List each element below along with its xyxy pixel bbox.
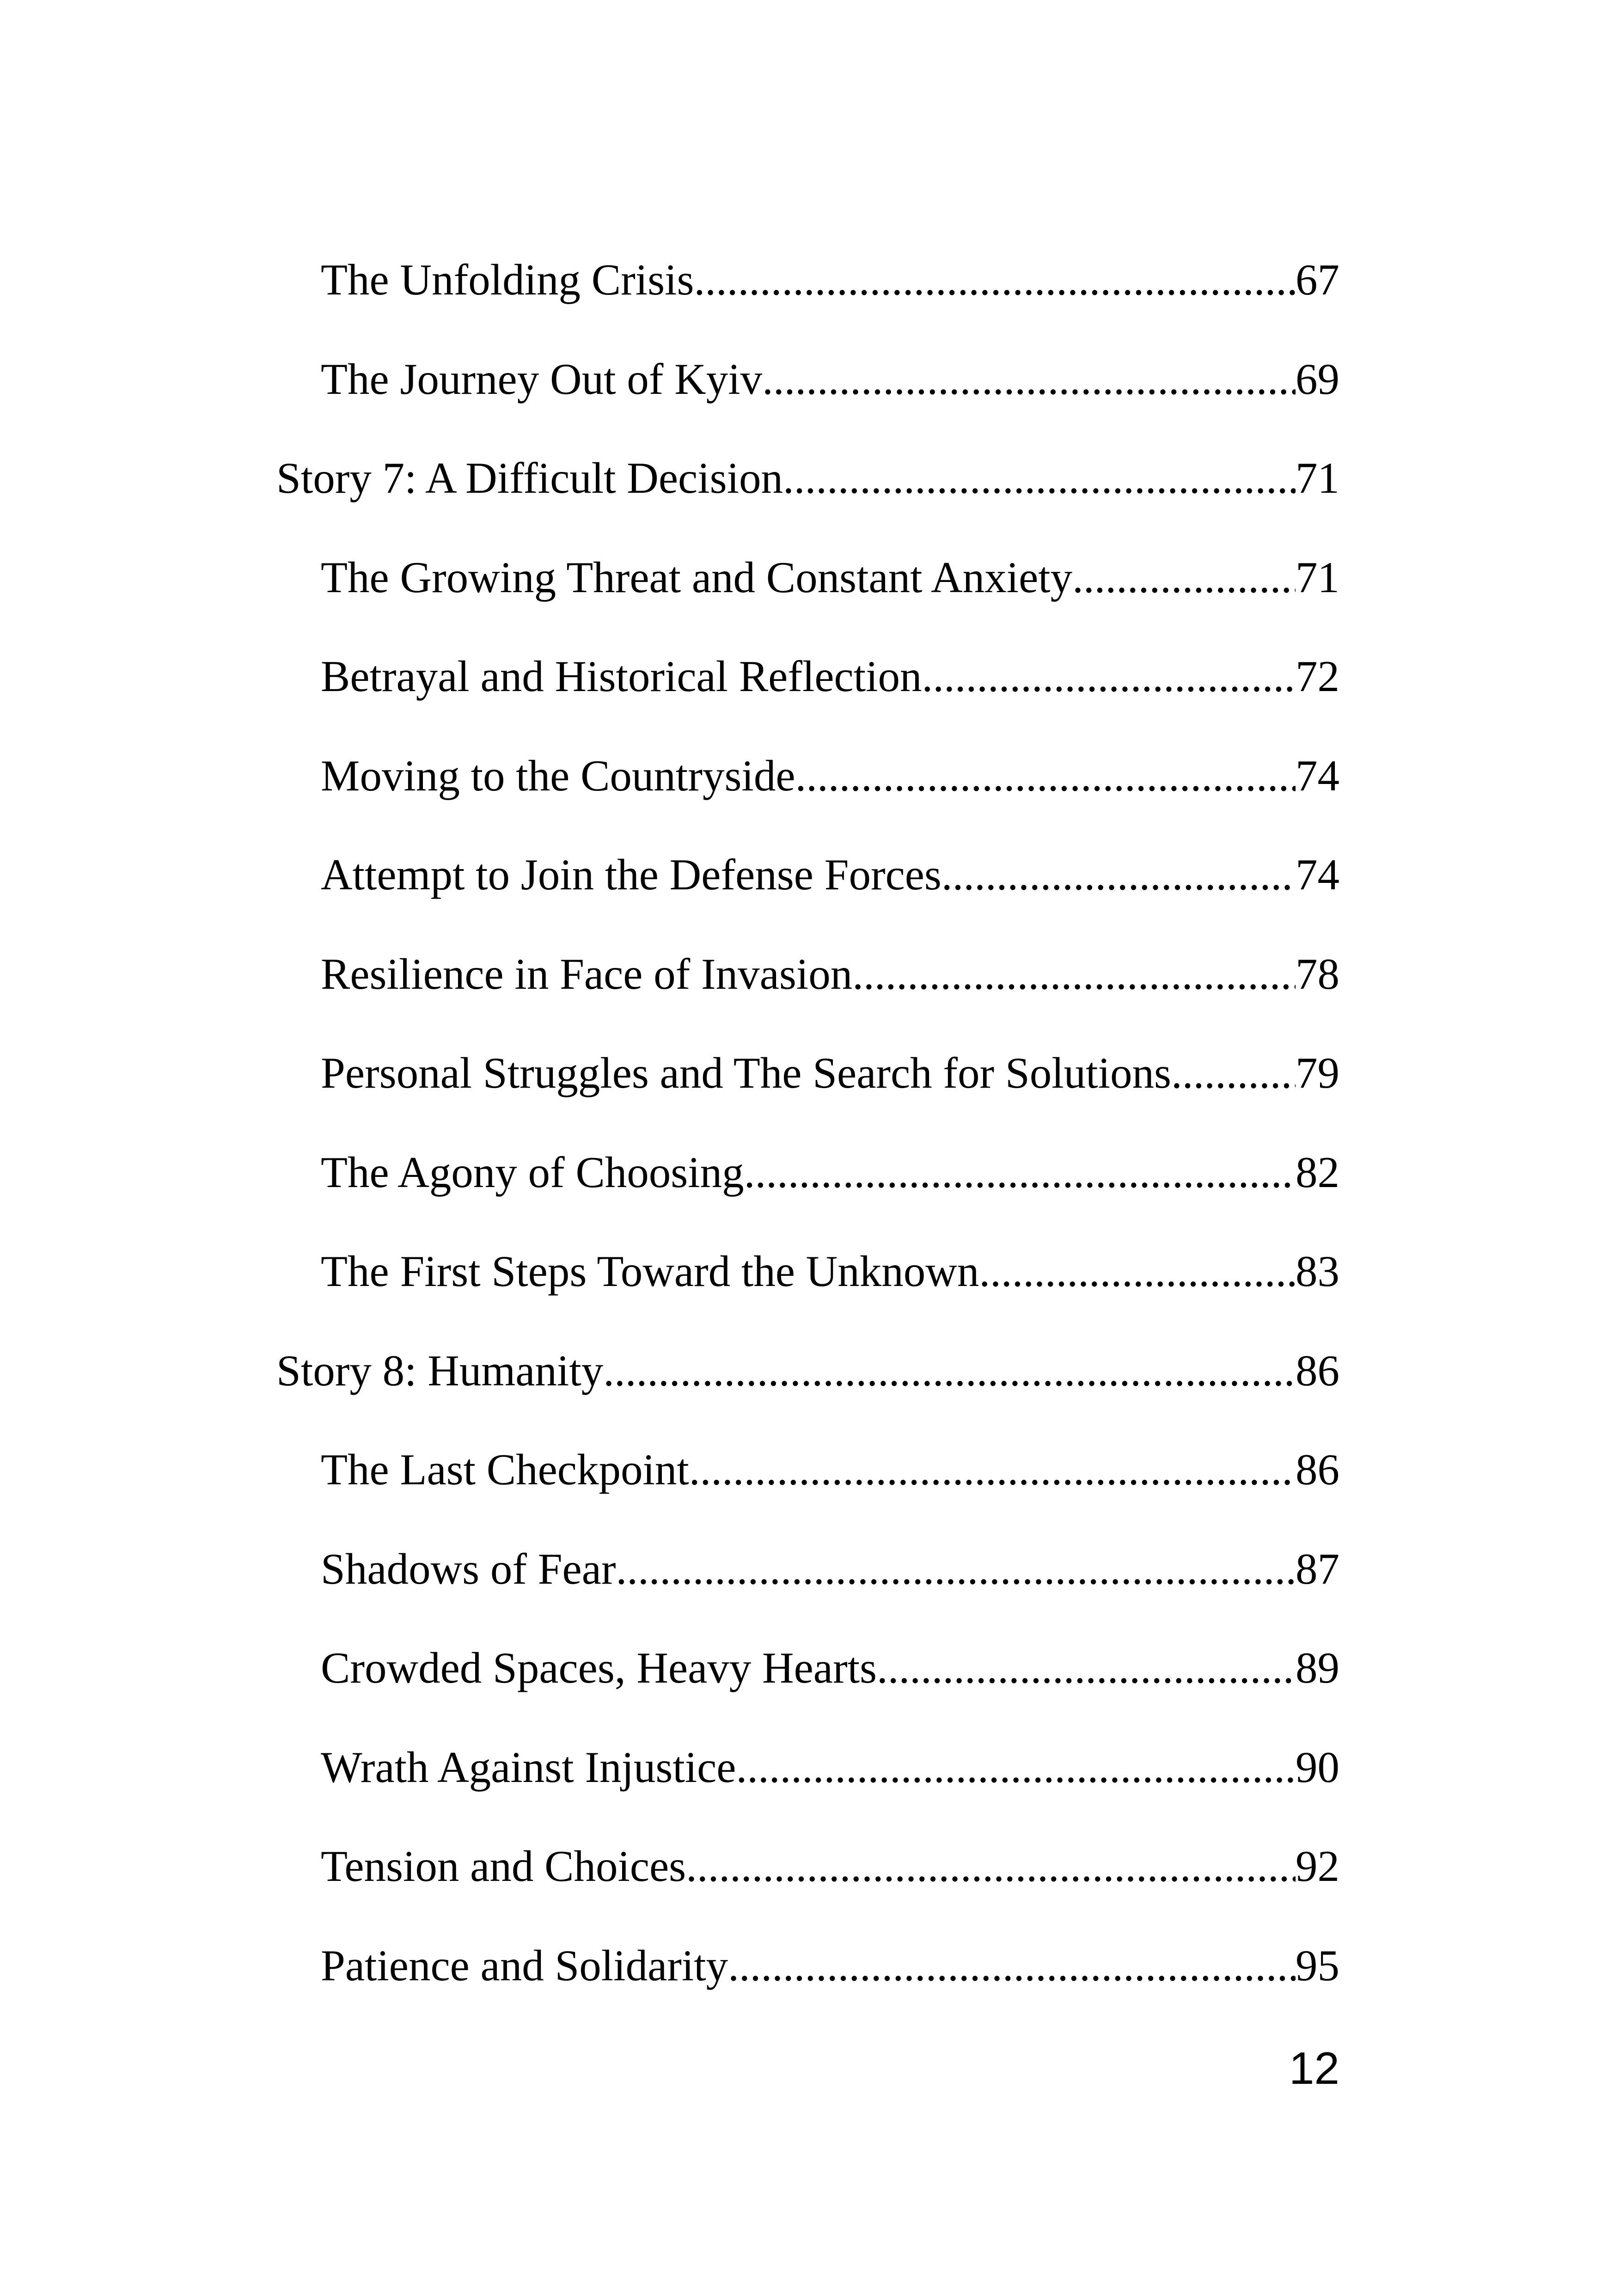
toc-dot-leader xyxy=(979,1246,1296,1297)
toc-entry-page-number: 86 xyxy=(1296,1445,1339,1494)
toc-dot-leader xyxy=(603,1345,1296,1396)
toc-entry-page-number: 74 xyxy=(1296,751,1339,800)
toc-dot-leader xyxy=(762,354,1296,404)
toc-subsection-entry xyxy=(276,1147,1339,1246)
toc-entry-title: Story 8: Humanity xyxy=(276,1346,604,1395)
toc-entry-title: Patience and Solidarity xyxy=(321,1941,728,1990)
toc-entry-title: Resilience in Face of Invasion xyxy=(321,949,853,998)
toc-entry-title: The Growing Threat and Constant Anxiety xyxy=(321,552,1073,602)
toc-entry-title: Attempt to Join the Defense Forces xyxy=(321,850,942,899)
toc-entry-page-number: 83 xyxy=(1296,1247,1339,1296)
toc-entry-title: Tension and Choices xyxy=(321,1842,686,1891)
toc-subsection-entry xyxy=(276,1246,1339,1345)
toc-entry-page-number: 74 xyxy=(1296,850,1339,899)
toc-subsection-entry xyxy=(276,1642,1339,1742)
toc-entry-page-number: 69 xyxy=(1296,354,1339,404)
table-of-contents xyxy=(276,254,1339,2039)
toc-entry-page-number: 72 xyxy=(1296,652,1339,701)
toc-subsection-entry xyxy=(276,1742,1339,1841)
toc-entry-title: Betrayal and Historical Reflection xyxy=(321,652,922,701)
toc-entry-page-number: 71 xyxy=(1296,552,1339,602)
toc-dot-leader xyxy=(783,453,1296,503)
toc-entry-page-number: 71 xyxy=(1296,453,1339,502)
toc-subsection-entry xyxy=(276,1841,1339,1940)
toc-entry-title: Personal Struggles and The Search for Solutions xyxy=(321,1048,1171,1097)
toc-subsection-entry xyxy=(276,1940,1339,2039)
toc-entry-title: Crowded Spaces, Heavy Hearts xyxy=(321,1643,877,1692)
toc-subsection-entry xyxy=(276,651,1339,750)
toc-dot-leader xyxy=(686,1841,1296,1892)
toc-subsection-entry xyxy=(276,254,1339,354)
toc-dot-leader xyxy=(942,849,1296,900)
toc-dot-leader xyxy=(1171,1047,1296,1098)
toc-entry-title: Wrath Against Injustice xyxy=(321,1742,736,1792)
toc-entry-page-number: 67 xyxy=(1296,255,1339,304)
toc-section-entry xyxy=(276,453,1339,552)
toc-dot-leader xyxy=(795,750,1296,801)
toc-subsection-entry xyxy=(276,849,1339,949)
toc-subsection-entry xyxy=(276,552,1339,651)
toc-entry-page-number: 79 xyxy=(1296,1048,1339,1097)
toc-entry-title: The Agony of Choosing xyxy=(321,1147,744,1197)
toc-subsection-entry xyxy=(276,354,1339,453)
toc-entry-page-number: 89 xyxy=(1296,1643,1339,1692)
toc-entry-page-number: 82 xyxy=(1296,1147,1339,1197)
toc-dot-leader xyxy=(728,1940,1296,1991)
toc-subsection-entry xyxy=(276,1047,1339,1147)
toc-entry-title: Story 7: A Difficult Decision xyxy=(276,453,783,502)
toc-entry-title: The Unfolding Crisis xyxy=(321,255,694,304)
toc-entry-page-number: 92 xyxy=(1296,1842,1339,1891)
toc-dot-leader xyxy=(616,1543,1296,1594)
toc-dot-leader xyxy=(694,254,1296,305)
toc-entry-page-number: 90 xyxy=(1296,1742,1339,1792)
toc-entry-title: The Last Checkpoint xyxy=(321,1445,689,1494)
toc-entry-title: The Journey Out of Kyiv xyxy=(321,354,763,404)
toc-dot-leader xyxy=(736,1742,1296,1793)
page-number: 12 xyxy=(1289,2043,1339,2094)
toc-subsection-entry xyxy=(276,1444,1339,1543)
toc-entry-page-number: 78 xyxy=(1296,949,1339,998)
toc-dot-leader xyxy=(922,651,1296,702)
toc-section-entry xyxy=(276,1345,1339,1445)
toc-entry-page-number: 87 xyxy=(1296,1544,1339,1593)
toc-entry-title: Moving to the Countryside xyxy=(321,751,795,800)
toc-entry-page-number: 95 xyxy=(1296,1941,1339,1990)
toc-dot-leader xyxy=(877,1642,1296,1693)
toc-dot-leader xyxy=(744,1147,1296,1198)
toc-entry-title: The First Steps Toward the Unknown xyxy=(321,1247,979,1296)
toc-dot-leader xyxy=(1072,552,1296,603)
toc-entry-title: Shadows of Fear xyxy=(321,1544,616,1593)
toc-entry-page-number: 86 xyxy=(1296,1346,1339,1395)
toc-dot-leader xyxy=(689,1444,1296,1495)
toc-subsection-entry xyxy=(276,1543,1339,1643)
toc-subsection-entry xyxy=(276,949,1339,1048)
toc-subsection-entry xyxy=(276,750,1339,850)
toc-dot-leader xyxy=(852,949,1296,999)
